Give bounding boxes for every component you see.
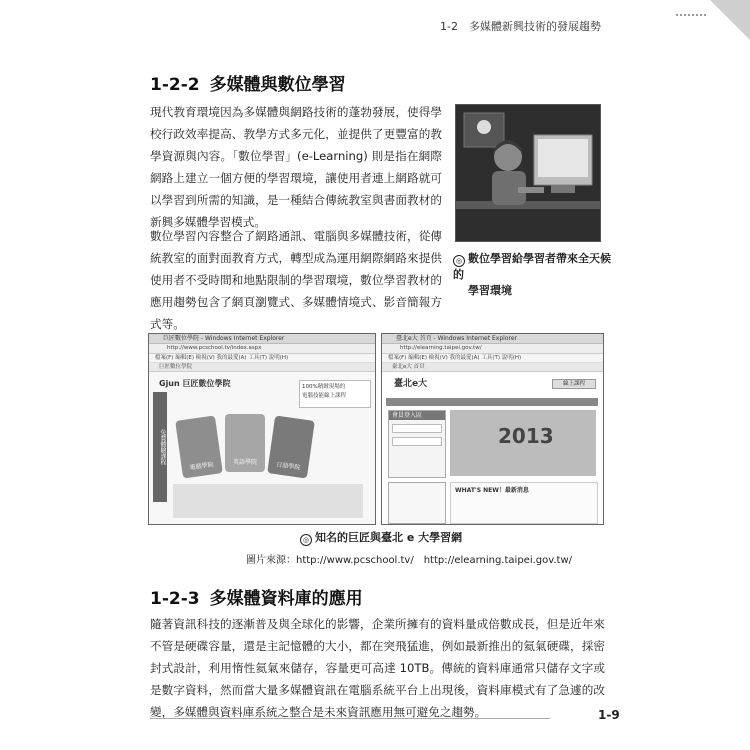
course-card-label: 日語學院: [275, 461, 301, 472]
news-title: WHAT'S NEW！最新消息: [455, 487, 529, 494]
side-menu: [388, 482, 446, 524]
screenshots-caption-text: 知名的巨匠與臺北 e 大學習網: [315, 531, 463, 544]
section-heading-1-2-2: [150, 70, 346, 95]
browser-address-bar: http://www.pcschool.tv/index.aspx: [149, 344, 375, 354]
footer-area: [173, 484, 363, 518]
corner-decoration: [710, 0, 750, 40]
browser-titlebar: 巨匠數位學院 - Windows Internet Explorer: [149, 334, 375, 344]
screenshots-caption: [300, 530, 462, 546]
section-number: 1-2-2: [150, 75, 200, 95]
screenshot-taipei-elearning: [381, 333, 604, 525]
caption-marker-icon: ◎: [300, 534, 312, 546]
course-card-label: 英語學院: [232, 459, 257, 466]
page-number: 1-9: [598, 708, 620, 722]
browser-address-bar: http://elearning.taipei.gov.tw/: [382, 344, 603, 354]
section-title: 多媒體與數位學習: [209, 75, 346, 95]
image-source: 圖片來源：http://www.pcschool.tv/ http://elearning.taipei.gov.tw/: [246, 555, 573, 566]
browser-titlebar: 臺北e大 首頁 - Windows Internet Explorer: [382, 334, 603, 344]
course-card-english: [225, 414, 265, 472]
chapter-header: 1-2 多媒體新興技術的發展趨勢: [440, 20, 601, 33]
screenshot-pcschool: [148, 333, 376, 525]
promo-line1: 100%精緻現場的: [302, 384, 346, 390]
photo-caption-line2: 學習環境: [468, 284, 512, 297]
course-card-label: 電腦學院: [189, 461, 215, 472]
caption-marker-icon: ◎: [453, 255, 465, 267]
footer-rule: [150, 718, 550, 719]
paragraph-multimedia-database: 隨著資訊科技的逐漸普及與全球化的影響，企業所擁有的資料量成倍數成長，但是近年來不管是硬碟容量，還是主記憶體的大小，都在突飛猛進，例如最新推出的氦氣硬碟，採密封式設計，利用惰性氦氣來儲存，容量更可高達 10TB。傳統的資料庫通常只儲存文字或是數字資料，然而當大量多媒體資訊在電腦系統平台上出現後，資料庫模式有了急遽的改變，多媒體與資料庫系統之整合是未來資訊應用無可避免之趨勢。: [150, 617, 605, 719]
header-dots: [676, 14, 706, 18]
online-course-button: 線上課程: [552, 379, 596, 389]
year-banner-text: 2013: [498, 424, 554, 448]
login-panel: [388, 410, 446, 478]
site-brand: Gjun 巨匠數位學院: [159, 379, 231, 388]
photo-caption-line1: 數位學習給學習者帶來全天候的: [453, 252, 611, 281]
news-panel: [450, 482, 598, 524]
browser-tab: 巨匠數位學院: [149, 363, 375, 372]
photo-caption: [453, 251, 613, 299]
course-card-computer: [175, 415, 223, 478]
login-title: 會員登入區: [389, 411, 445, 420]
browser-menubar: 檔案(F) 編輯(E) 檢視(V) 我的最愛(A) 工具(T) 說明(H): [382, 354, 603, 363]
browser-tab: 臺北e大 首頁: [382, 363, 603, 372]
student-computer-photo: [455, 104, 601, 242]
side-banner: 免費體驗課程: [153, 392, 167, 502]
section-heading-1-2-3: [150, 584, 363, 609]
promo-box: [299, 380, 371, 408]
course-card-japanese: [267, 415, 315, 478]
year-banner: [450, 410, 596, 476]
browser-menubar: 檔案(F) 編輯(E) 檢視(V) 我的最愛(A) 工具(T) 說明(H): [149, 354, 375, 363]
section-title: 多媒體資料庫的應用: [209, 589, 363, 609]
paragraph-elearning-content: 數位學習內容整合了網路通訊、電腦與多媒體技術，從傳統教室的面對面教育方式，轉型成為運用網際網路來提供使用者不受時間和地點限制的學習環境，數位學習教材的應用趨勢包含了網頁瀏覽式、多媒體情境式、影音簡報方式等。: [150, 229, 442, 331]
paragraph-elearning-intro: 現代教育環境因為多媒體與網路技術的蓬勃發展，使得學校行政效率提高、教學方式多元化，並提供了更豐富的教學資源與內容。「數位學習」(e-Learning) 則是指在網際網路上建立一個方便的學習環境，讓使用者連上網路就可以學習到所需的知識，是一種結合傳統教室與書面教材的新興多媒體學習模式。: [150, 105, 442, 229]
site-logo: 臺北e大: [394, 379, 428, 389]
nav-bar: [386, 398, 598, 406]
promo-line2: 電腦技能線上課程: [302, 393, 347, 399]
section-number: 1-2-3: [150, 589, 200, 609]
